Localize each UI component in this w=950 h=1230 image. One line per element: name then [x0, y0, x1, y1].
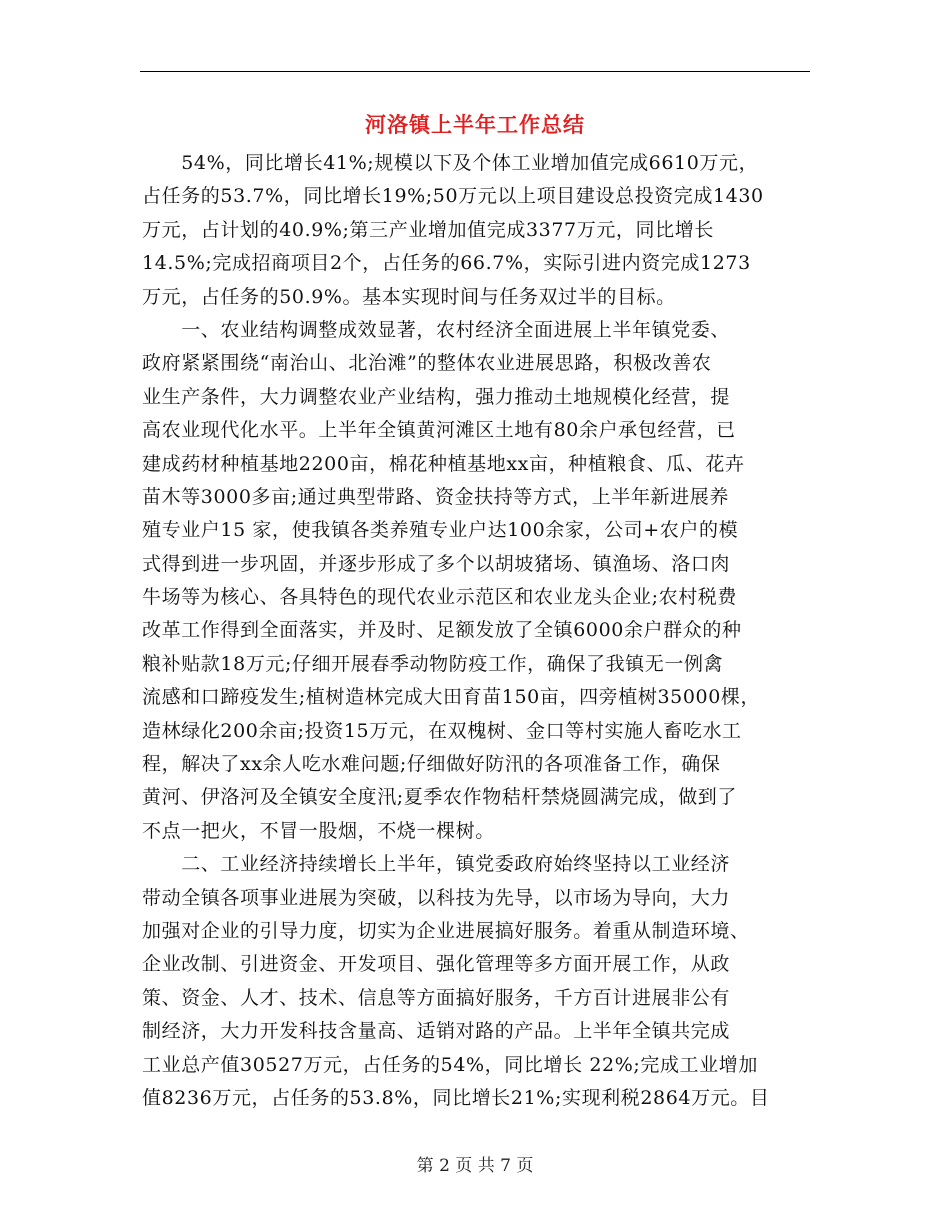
body-line: 苗木等3000多亩;通过典型带路、资金扶持等方式，上半年新进展养	[142, 485, 729, 508]
document-body	[142, 147, 814, 1115]
body-line: 高农业现代化水平。上半年全镇黄河滩区土地有80余户承包经营，已	[142, 419, 736, 442]
body-line: 造林绿化200余亩;投资15万元，在双槐树、金口等村实施人畜吃水工	[142, 719, 742, 742]
body-line: 一、农业结构调整成效显著，农村经济全面进展上半年镇党委、	[142, 318, 731, 341]
body-line: 万元，占计划的40.9%;第三产业增加值完成3377万元，同比增长	[142, 218, 714, 241]
body-line: 建成药材种植基地2200亩，棉花种植基地xx亩，种植粮食、瓜、花卉	[142, 452, 745, 475]
header-rule	[140, 71, 810, 72]
body-line: 流感和口蹄疫发生;植树造林完成大田育苗150亩，四旁植树35000棵，	[142, 686, 761, 709]
body-line: 工业总产值30527万元，占任务的54%，同比增长 22%;完成工业增加	[142, 1053, 758, 1076]
body-line: 改革工作得到全面落实，并及时、足额发放了全镇6000余户群众的种	[142, 619, 742, 642]
body-line: 粮补贴款18万元;仔细开展春季动物防疫工作，确保了我镇无一例禽	[142, 652, 724, 675]
document-title: 河洛镇上半年工作总结	[365, 112, 585, 137]
body-line: 政府紧紧围绕“南治山、北治滩”的整体农业进展思路，积极改善农	[142, 352, 712, 375]
body-line: 式得到进一步巩固，并逐步形成了多个以胡坡猪场、镇渔场、洛口肉	[142, 552, 731, 575]
body-line: 14.5%;完成招商项目2个，占任务的66.7%，实际引进内资完成1273	[142, 252, 751, 275]
body-line: 加强对企业的引导力度，切实为企业进展搞好服务。着重从制造环境、	[142, 919, 750, 942]
body-line: 带动全镇各项事业进展为突破，以科技为先导，以市场为导向，大力	[142, 886, 731, 909]
body-line: 不点一把火，不冒一股烟，不烧一棵树。	[142, 819, 495, 842]
body-line: 54%，同比增长41%;规模以下及个体工业增加值完成6610万元，	[142, 152, 759, 174]
body-line: 业生产条件，大力调整农业产业结构，强力推动土地规模化经营，提	[142, 385, 731, 408]
body-line: 企业改制、引进资金、开发项目、强化管理等多方面开展工作，从政	[142, 953, 731, 976]
body-line: 牛场等为核心、各具特色的现代农业示范区和农业龙头企业;农村税费	[142, 586, 738, 609]
body-line: 殖专业户15 家，使我镇各类养殖专业户达100余家，公司+农户的模	[142, 519, 739, 542]
body-line: 策、资金、人才、技术、信息等方面搞好服务，千方百计进展非公有	[142, 986, 731, 1009]
page-number-footer: 第 2 页 共 7 页	[416, 1156, 534, 1176]
body-line: 二、工业经济持续增长上半年，镇党委政府始终坚持以工业经济	[142, 853, 731, 876]
body-line: 值8236万元，占任务的53.8%，同比增长21%;实现利税2864万元。目	[142, 1086, 770, 1109]
body-line: 万元，占任务的50.9%。基本实现时间与任务双过半的目标。	[142, 285, 676, 308]
body-line: 黄河、伊洛河及全镇安全度汛;夏季农作物秸杆禁烧圆满完成，做到了	[142, 786, 738, 809]
body-line: 制经济，大力开发科技含量高、适销对路的产品。上半年全镇共完成	[142, 1020, 731, 1043]
body-line: 程，解决了xx余人吃水难问题;仔细做好防汛的各项准备工作，确保	[142, 753, 721, 776]
body-line: 占任务的53.7%，同比增长19%;50万元以上项目建设总投资完成1430	[142, 185, 764, 208]
